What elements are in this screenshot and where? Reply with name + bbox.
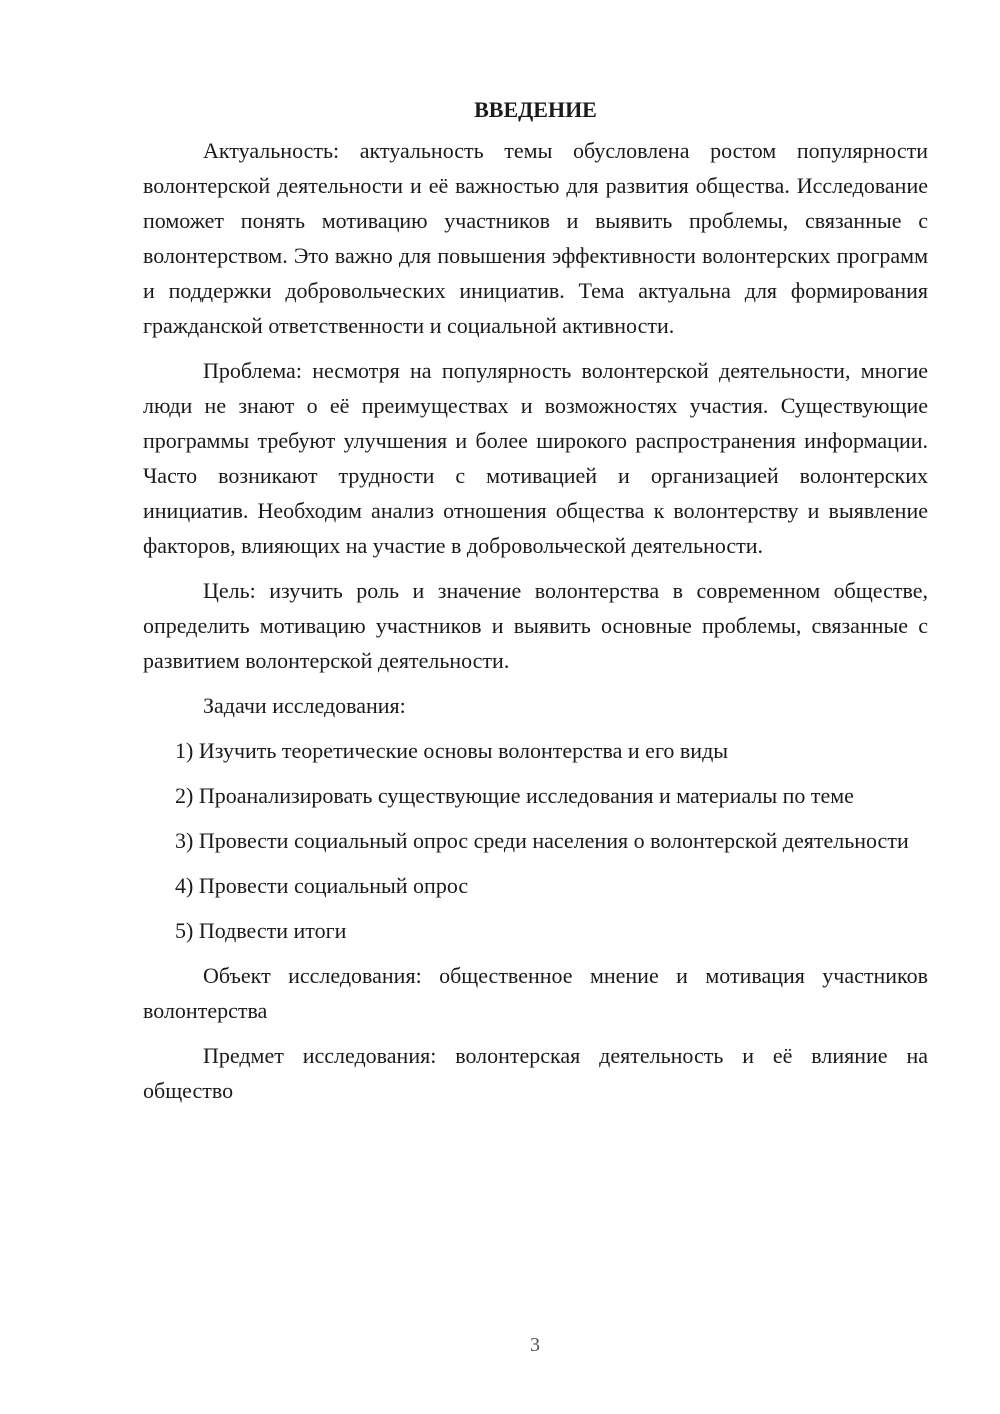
section-title: ВВЕДЕНИЕ [474, 97, 597, 122]
page-content [143, 95, 928, 1118]
object-paragraph: Объект исследования: общественное мнение и мотивация участников волонтерства [143, 963, 928, 1023]
task-item: 2) Проанализировать существующие исследования и материалы по теме [175, 783, 854, 808]
task-item: 4) Провести социальный опрос [175, 873, 469, 898]
page-number: 3 [530, 1334, 540, 1356]
tasks-heading: Задачи исследования: [203, 693, 406, 718]
task-item: 1) Изучить теоретические основы волонтерства и его виды [175, 738, 729, 763]
subject-paragraph: Предмет исследования: волонтерская деятельность и её влияние на общество [143, 1043, 928, 1103]
relevance-paragraph: Актуальность: актуальность темы обусловлена ростом популярности волонтерской деятельности и её важностью для развития общества. Исследование поможет понять мотивацию участников и выявить проблемы, связанные с волонтерством. Это важно для повышения эффективности волонтерских программ и поддержки добровольческих инициатив. Тема актуальна для формирования гражданской ответственности и социальной активности. [143, 138, 928, 338]
task-item: 3) Провести социальный опрос среди населения о волонтерской деятельности [175, 828, 909, 853]
task-item: 5) Подвести итоги [175, 918, 347, 943]
problem-paragraph: Проблема: несмотря на популярность волонтерской деятельности, многие люди не знают о её преимуществах и возможностях участия. Существующие программы требуют улучшения и более широкого распространения информации. Часто возникают трудности с мотивацией и организацией волонтерских инициатив. Необходим анализ отношения общества к волонтерству и выявление факторов, влияющих на участие в добровольческой деятельности. [143, 358, 928, 558]
goal-paragraph: Цель: изучить роль и значение волонтерства в современном обществе, определить мотивацию участников и выявить основные проблемы, связанные с развитием волонтерской деятельности. [143, 578, 928, 673]
